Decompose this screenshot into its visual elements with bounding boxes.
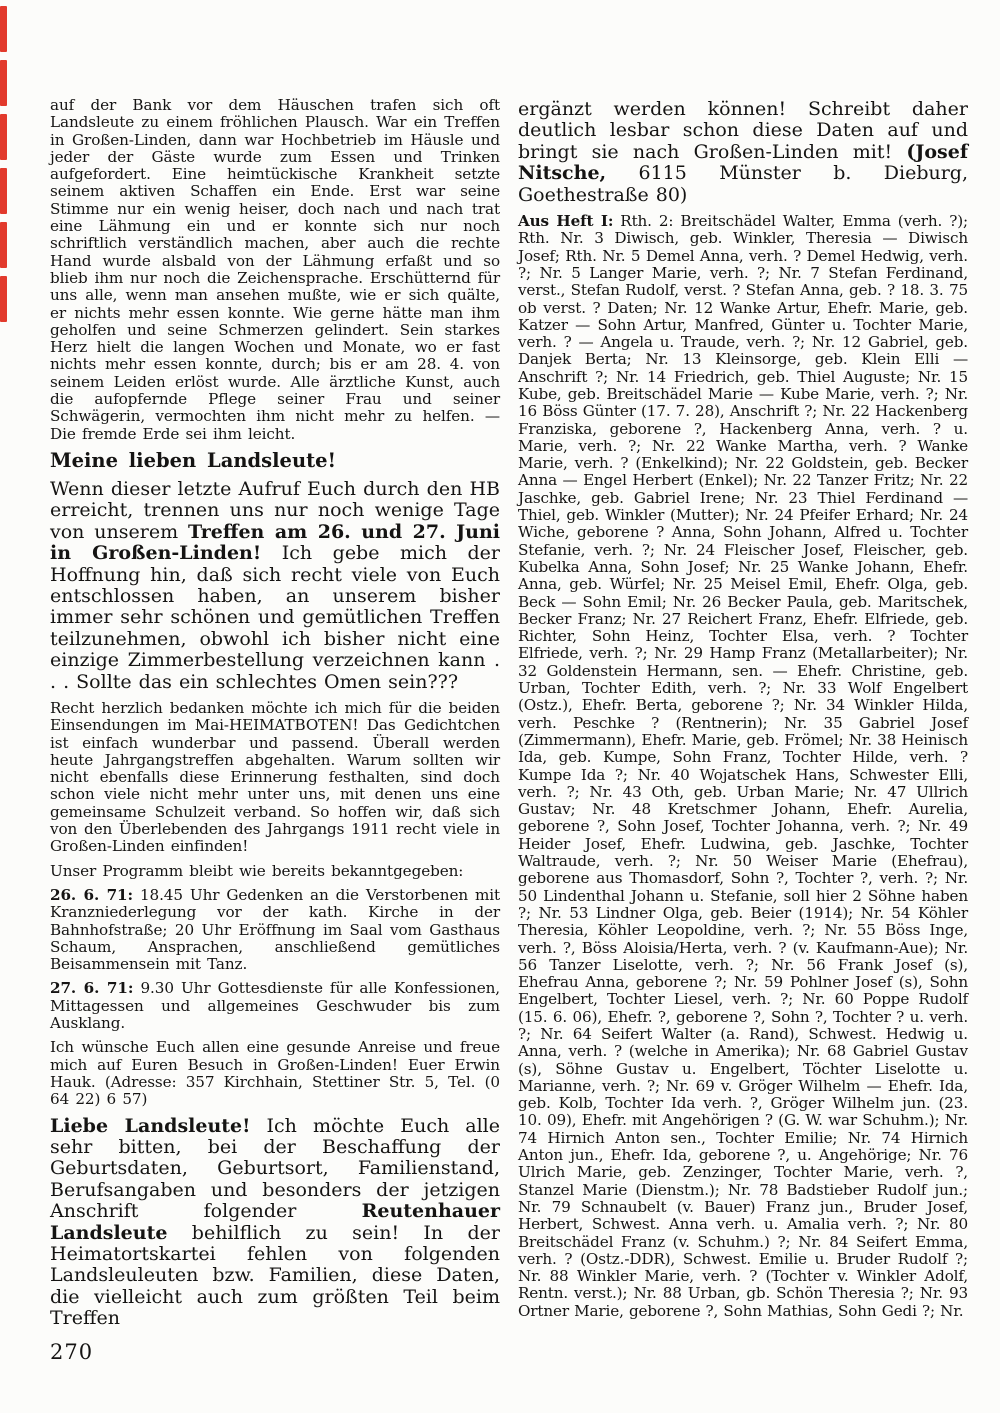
- bold-text-run: 26. 6. 71:: [50, 885, 134, 904]
- red-scan-mark-dash: [0, 222, 7, 268]
- red-scan-mark-dash: [0, 168, 7, 214]
- red-scan-mark-dash: [0, 114, 7, 160]
- bold-text-run: Liebe Landsleute!: [50, 1114, 251, 1137]
- bold-text-run: Treffen am 26. und 27. Juni in Großen-Linden!: [50, 520, 500, 565]
- text-run: Ich gebe mich der Hoffnung hin, daß sich recht viele von Euch entschlossen haben, an unserem bisher immer sehr schönen und gemütlichen Treffen teilzunehmen, obwohl ich bisher nicht eine einzige Zimmerbestellung verzeichnen kann . . . Sollte das ein schlechtes Omen sein???: [50, 542, 500, 693]
- paragraph: [50, 980, 500, 1032]
- text-run: behilflich zu sein! In der Heimatortskartei fehlen von folgenden Landsleuleuten bzw. Familien, diese Daten, die vielleicht auch zum größten Teil beim Treffen: [50, 1221, 500, 1330]
- paragraph: [50, 479, 500, 693]
- text-run: Ich möchte Euch alle sehr bitten, bei der Beschaffung der Geburtsdaten, Geburtsort, Familienstand, Berufsangaben und besonders der jetzigen Anschrift folgender: [50, 1114, 500, 1223]
- text-run: auf der Bank vor dem Häuschen trafen sich oft Landsleute zu einem fröhlichen Plausch. War ein Treffen in Großen-Linden, dann war Hochbetrieb im Häusle und jeder der Gäste wurde zum Essen und Trinken aufgefordert. Eine heimtückische Krankheit setzte seinem aktiven Schaffen ein Ende. Erst war seine Stimme nur ein wenig heiser, doch nach und nach trat eine Lähmung ein und er konnte sich nur noch schriftlich verständlich machen, aber auch die rechte Hand wurde alsbald von der Lähmung erfaßt und so blieb ihm nur noch die Zeichensprache. Erschütternd für uns alle, wenn man ansehen mußte, wie er sich quälte, er nichts mehr essen konnte. Wie gerne hätte man ihm geholfen und seine Schmerzen gelindert. Sein starkes Herz hielt die langen Wochen und Monate, wo er fast nichts mehr essen konnte, durch; bis er am 28. 4. von seinem Leiden erlöst wurde. Alle ärztliche Kunst, auch die aufopfernde Pflege seiner Frau und seiner Schwägerin, vermochten ihm nicht mehr zu helfen. — Die fremde Erde sei ihm leicht.: [50, 96, 500, 443]
- paragraph: [50, 1039, 500, 1108]
- paragraph: [50, 97, 500, 443]
- red-scan-mark-dash: [0, 60, 7, 106]
- text-run: Ich wünsche Euch allen eine gesunde Anreise und freue mich auf Euren Besuch in Großen-Linden! Euer Erwin Hauk. (Adresse: 357 Kirchhain, Stettiner Str. 5, Tel. (0 64 22) 6 57): [50, 1038, 500, 1109]
- red-scan-mark-dash: [0, 276, 7, 322]
- paragraph: [50, 700, 500, 856]
- paragraph: [518, 99, 968, 206]
- paragraph: [50, 887, 500, 973]
- paragraph: [518, 213, 968, 1320]
- text-run: 6115 Münster b. Dieburg, Goethestraße 80): [518, 162, 968, 206]
- text-run: Unser Programm bleibt wie bereits bekanntgegeben:: [50, 861, 464, 880]
- left-column: [50, 97, 500, 1337]
- bold-text-run: Reutenhauer Landsleute: [50, 1200, 500, 1244]
- paragraph: [50, 1116, 500, 1330]
- bold-text-run: Aus Heft I:: [518, 212, 614, 231]
- red-scan-mark-dash: [0, 6, 7, 52]
- section-heading: [50, 450, 500, 472]
- paragraph: [50, 863, 500, 880]
- bold-text-run: (Josef Nitsche,: [518, 140, 968, 185]
- text-run: ergänzt werden können! Schreibt daher deutlich lesbar schon diese Daten auf und bringt sie nach Großen-Linden mit!: [518, 98, 968, 163]
- text-run: 18.45 Uhr Gedenken an die Verstorbenen mit Kranzniederlegung vor der kath. Kirche in der Bahnhofstraße; 20 Uhr Eröffnung im Saal vom Gasthaus Schaum, Ansprachen, anschließend gemütliches Beisammensein mit Tanz.: [50, 885, 501, 974]
- text-run: Rth. 2: Breitschädel Walter, Emma (verh. ?); Rth. Nr. 3 Diwisch, geb. Winkler, Theresia — Diwisch Josef; Rth. Nr. 5 Demel Anna, verh. ? Demel Hedwig, verh. ?; Nr. 5 Langer Marie, verh. ?; Nr. 7 Stefan Ferdinand, verst., Stefan Rudolf, verst. ? Stefan Anna, geb. ? 18. 3. 75 ob verst. ? Daten; Nr. 12 Wanke Artur, Ehefr. Marie, geb. Katzer — Sohn Artur, Manfred, Günter u. Tochter Marie, verh. ? — Angela u. Traude, verh. ?; Nr. 12 Gabriel, geb. Danjek Berta; Nr. 13 Kleinsorge, geb. Klein Elli — Anschrift ?; Nr. 14 Friedrich, geb. Thiel Auguste; Nr. 15 Kube, geb. Breitschädel Marie — Kube Marie, verh. ?; Nr. 16 Böss Günter (17. 7. 28), Anschrift ?; Nr. 22 Hackenberg Franziska, geborene ?, Hackenberg Anna, verh. ? u. Marie, verh. ?; Nr. 22 Wanke Martha, verh. ? Wanke Marie, verh. ? (Enkelkind); Nr. 22 Goldstein, geb. Becker Anna — Engel Herbert (Enkel); Nr. 22 Tanzer Fritz; Nr. 22 Jaschke, geb. Gabriel Irene; Nr. 23 Thiel Ferdinand — Thiel, geb. Winkler (Mutter); Nr. 24 Pfeifer Erhard; Nr. 24 Wiche, geborene ? Anna, Sohn Johann, Alfred u. Tochter Stefanie, verh. ?; Nr. 24 Fleischer Josef, Fleischer, geb. Kubelka Anna, Sohn Josef; Nr. 25 Wanke Johann, Ehefr. Anna, geb. Würfel; Nr. 25 Meisel Emil, Ehefr. Olga, geb. Beck — Sohn Emil; Nr. 26 Becker Paula, geb. Maritschek, Becker Franz; Nr. 27 Reichert Franz, Ehefr. Elfriede, geb. Richter, Sohn Heinz, Tochter Elsa, verh. ? Tochter Elfriede, verh. ?; Nr. 29 Hamp Franz (Metallarbeiter); Nr. 32 Goldenstein Hermann, sen. — Ehefr. Christine, geb. Urban, Tochter Edith, verh. ?; Nr. 33 Wolf Engelbert (Ostz.), Ehefr. Berta, geborene ?; Nr. 34 Winkler Hilda, verh. Peschke ? (Rentnerin); Nr. 35 Gabriel Josef (Zimmermann), Ehefr. Marie, geb. Frömel; Nr. 38 Heinisch Ida, geb. Kumpe, Sohn Franz, Tochter Hilde, verh. ? Kumpe Ida ?; Nr. 40 Wojatschek Hans, Schwester Elli, verh. ?; Nr. 43 Oth, geb. Urban Marie; Nr. 47 Ullrich Gustav; Nr. 48 Kretschmer Johann, Ehefr. Aurelia, geborene ?, Sohn Josef, Tochter Johanna, verh. ?; Nr. 49 Heider Josef, Ehefr. Ludwina, geb. Jaschke, Tochter Waltraude, verh. ?; Nr. 50 Weiser Marie (Ehefrau), geborene aus Thomasdorf, Sohn ?, Tochter ?, verh. ?; Nr. 50 Lindenthal Johann u. Stefanie, soll hier 2 Söhne haben ?; Nr. 53 Lindner Olga, geb. Beier (1914); Nr. 54 Köhler Theresia, Köhler Leopoldine, verh. ?; Nr. 55 Böss Inge, verh. ?, Böss Aloisia/Herta, verh. ? (v. Kaufmann-Aue); Nr. 56 Tanzer Liselotte, verh. ?; Nr. 56 Frank Josef (s), Ehefrau Anna, geborene ?; Nr. 59 Pohlner Josef (s), Sohn Engelbert, Tochter Liesel, verh. ?; Nr. 60 Poppe Rudolf (15. 6. 06), Ehefr. ?, geborene ?, Sohn ?, Tochter ? u. verh. ?; Nr. 64 Seifert Walter (a. Rand), Schwest. Hedwig u. Anna, verh. ? (welche in Amerika); Nr. 68 Gabriel Gustav (s), Söhne Gustav u. Engelbert, Töchter Liselotte u. Marianne, verh. ?; Nr. 69 v. Gröger Wilhelm — Ehefr. Ida, geb. Kolb, Tochter Ida verh. ?, Gröger Wilhelm jun. (23. 10. 09), Ehefr. mit Angehörigen ? (G. W. war Schuhm.); Nr. 74 Hirnich Anton sen., Tochter Emilie; Nr. 74 Hirnich Anton jun., Ehefr. Ida, geborene ?, u. Angehörige; Nr. 76 Ulrich Marie, geb. Zenzinger, Tochter Marie, verh. ?, Stanzel Marie (Dienstm.); Nr. 78 Badstieber Rudolf jun.; Nr. 79 Schnaubelt (v. Bauer) Franz jun., Bruder Josef, Herbert, Schwest. Anna verh. u. Amalia verh. ?; Nr. 80 Breitschädel Franz (v. Schuhm.) ?; Nr. 84 Seifert Emma, verh. ? (Ostz.-DDR), Schwest. Emilie u. Bruder Rudolf ?; Nr. 88 Winkler Marie, verh. ? (Tochter v. Winkler Adolf, Rentn. verst.); Nr. 88 Urban, gb. Schön Theresia ?; Nr. 93 Ortner Marie, geborene ?, Sohn Mathias, Sohn Gedi ?; Nr.: [518, 212, 968, 1320]
- bold-text-run: Meine lieben Landsleute!: [50, 448, 337, 472]
- text-run: Wenn dieser letzte Aufruf Euch durch den HB erreicht, trennen uns nur noch wenige Tage von unserem: [50, 477, 500, 543]
- text-run: Recht herzlich bedanken möchte ich mich für die beiden Einsendungen im Mai-HEIMATBOTEN! Das Gedichtchen ist einfach wunderbar und passend. Überall werden heute Jahrgangstreffen abgehalten. Warum sollten wir nicht ebenfalls diese Erinnerung festhalten, sind doch schon viele nicht mehr unter uns, mit denen uns eine gemeinsame Schulzeit verband. So hoffen wir, daß sich von den Überlebenden des Jahrgangs 1911 recht viele in Großen-Linden einfinden!: [50, 699, 500, 856]
- bold-text-run: 27. 6. 71:: [50, 979, 134, 998]
- page-number: 270: [50, 1340, 94, 1364]
- red-scan-marks: [0, 6, 8, 322]
- text-run: 9.30 Uhr Gottesdienste für alle Konfessionen, Mittagessen und allgemeines Geschwuder bis zum Ausklang.: [50, 979, 501, 1033]
- right-column: [518, 99, 968, 1327]
